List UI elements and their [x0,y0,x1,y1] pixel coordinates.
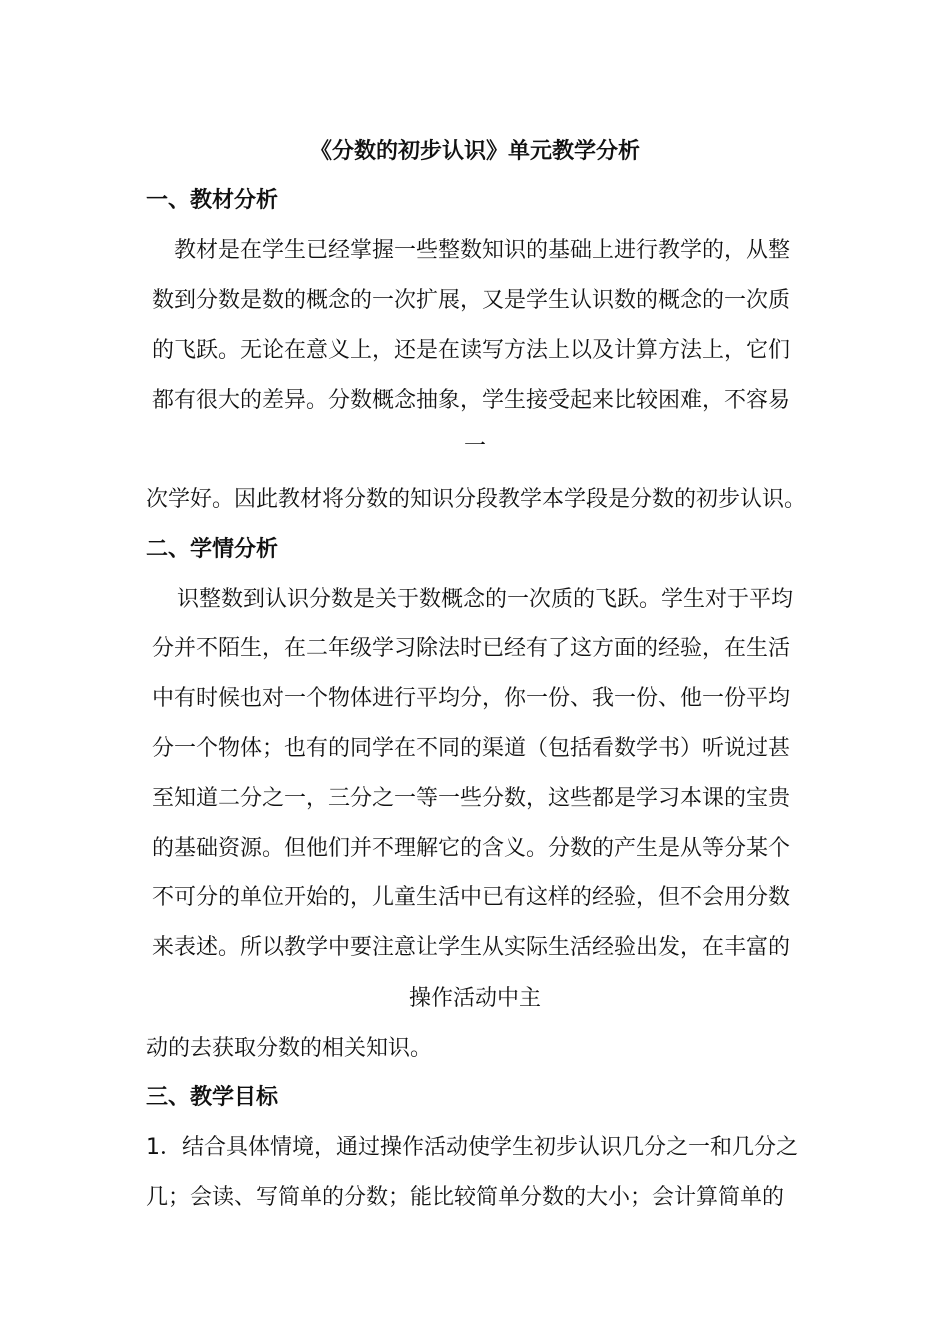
paragraph-line: 至知道二分之一，三分之一等一些分数，这些都是学习本课的宝贵 [152,786,791,811]
paragraph-line: 中有时候也对一个物体进行平均分，你一份、我一份、他一份平均 [152,686,791,711]
section-heading-2: 二、学情分析 [146,537,279,562]
section-heading-1: 一、教材分析 [146,188,279,213]
section-heading-3: 三、教学目标 [146,1085,279,1110]
paragraph-line: 的飞跃。无论在意义上，还是在读写方法上以及计算方法上，它们 [152,338,791,363]
paragraph-line: 不可分的单位开始的，儿童生活中已有这样的经验，但不会用分数 [152,885,791,910]
paragraph-line: 几；会读、写简单的分数；能比较简单分数的大小；会计算简单的 [146,1185,785,1210]
paragraph-line: 次学好。因此教材将分数的知识分段教学本学段是分数的初步认识。 [146,487,807,512]
paragraph-line: 分并不陌生，在二年级学习除法时已经有了这方面的经验，在生活 [152,636,791,661]
paragraph-line: 数到分数是数的概念的一次扩展，又是学生认识数的概念的一次质 [152,288,791,313]
paragraph-line: 一 [463,434,486,459]
document-title: 《分数的初步认识》单元教学分析 [309,139,640,164]
paragraph-line: 1．结合具体情境，通过操作活动使学生初步认识几分之一和几分之 [146,1135,798,1160]
paragraph-line: 的基础资源。但他们并不理解它的含义。分数的产生是从等分某个 [152,836,791,861]
paragraph-line: 操作活动中主 [408,986,541,1011]
paragraph-line: 教材是在学生已经掌握一些整数知识的基础上进行教学的，从整 [174,238,791,263]
paragraph-line: 动的去获取分数的相关知识。 [146,1036,433,1061]
paragraph-line: 都有很大的差异。分数概念抽象，学生接受起来比较困难，不容易 [152,388,791,413]
paragraph-line: 分一个物体；也有的同学在不同的渠道（包括看数学书）听说过甚 [152,736,791,761]
paragraph-line: 识整数到认识分数是关于数概念的一次质的飞跃。学生对于平均 [177,587,794,612]
paragraph-line: 来表述。所以教学中要注意让学生从实际生活经验出发，在丰富的 [152,935,791,960]
